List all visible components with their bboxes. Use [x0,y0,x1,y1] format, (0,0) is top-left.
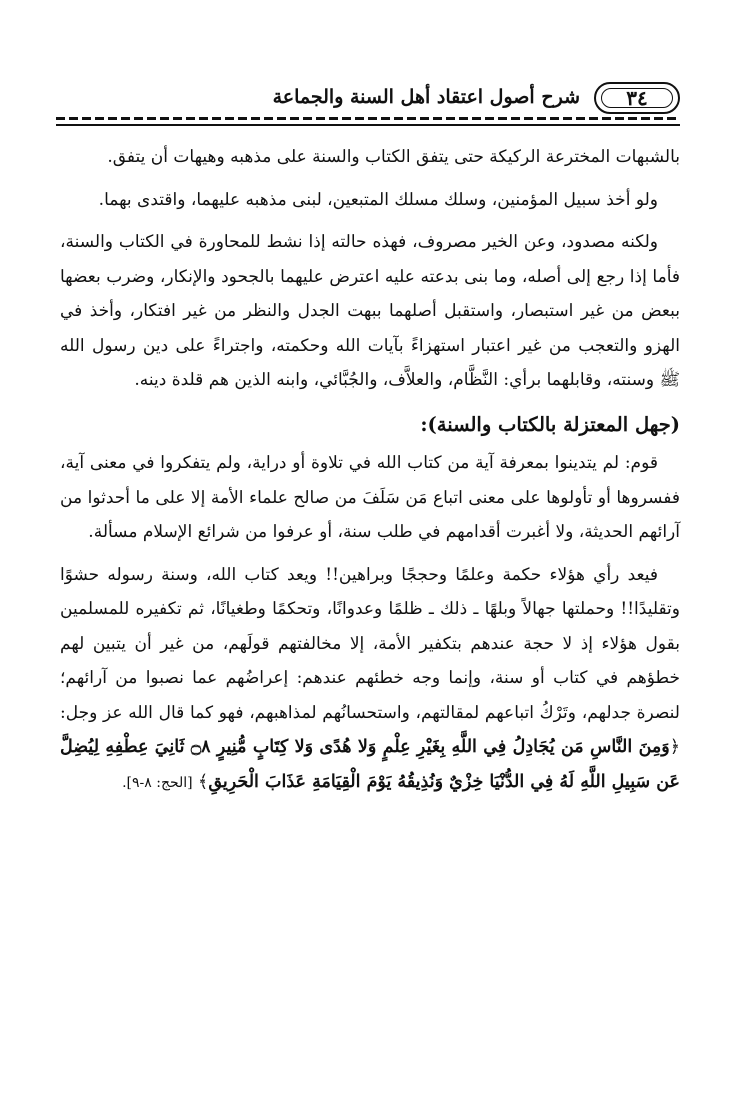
page-number-badge [594,82,680,114]
quran-close-bracket: ﴾ [198,771,209,792]
paragraph-2: ولو أخذ سبيل المؤمنين، وسلك مسلك المتبعين، لبنى مذهبه عليهما، واقتدى بهما. [98,189,658,210]
section-heading: (جهل المعتزلة بالكتاب والسنة): [420,412,680,436]
paragraph-4: قوم: لم يتدينوا بمعرفة آية من كتاب الله في تلاوة أو دراية، ولم يتفكروا في معنى آية، ففسروها أو تأولوها على معنى اتباع مَن سَلَفَ من صالح علماء الأمة إلا على ما أحدثوا من آرائهم الحديثة، ولا أغبرت أقدامهم في طلب سنة، أو عرفوا من شرائع الإسلام مسألة. [60,453,680,542]
page-header [56,80,680,120]
header-rule-dashed [56,117,680,120]
page-number: ٣٤ [626,86,648,110]
running-title: شرح أصول اعتقاد أهل السنة والجماعة [272,86,580,108]
paragraph-5 [60,558,680,801]
quran-verse-text: وَمِنَ النَّاسِ مَن يُجَادِلُ فِي اللَّهِ بِغَيْرِ عِلْمٍ وَلا هُدًى وَلا كِتَابٍ مُّنِيرٍ ۝٨ ثَانِيَ عِطْفِهِ لِيُضِلَّ عَن سَبِيلِ اللَّهِ لَهُ فِي الدُّنْيَا خِزْيٌ وَنُذِيقُهُ يَوْمَ الْقِيَامَةِ عَذَابَ الْحَرِيقِ [60,737,680,792]
paragraph-5-text: فيعد رأي هؤلاء حكمة وعلمًا وحججًا وبراهين!! ويعد كتاب الله، وسنة رسوله حشوًا وتقليدًا!! وحملتها جهالاً وبلهًا ـ ذلك ـ ظلمًا وعدوانًا، وتحكمًا وطغيانًا، ثم تكفيره للمسلمين بقول هؤلاء إذ لا حجة عندهم بتكفير الأمة، إلا مخالفتهم قولَهم، من غير أن يتبين لهم خطؤهم في كتاب أو سنة، وإنما وجه خطئهم عندهم: إعراضُهم عما نصبوا من آرائهم؛ لنصرة جدلهم، وتَرْكُ اتباعهم لمقالتهم، واستحسانُهم لمذاهبهم، فهو كما قال الله عز وجل: [60,564,680,723]
paragraph-1: بالشبهات المخترعة الركيكة حتى يتفق الكتاب والسنة على مذهبه وهيهات أن يتفق. [107,147,680,167]
quran-open-bracket: ﴿ [669,737,680,757]
paragraph-3: ولكنه مصدود، وعن الخير مصروف، فهذه حالته إذا نشط للمحاورة في الكتاب والسنة، فأما إذا رجع إلى أصله، وما بنى بدعته عليه اعترض عليهما بالجحود والإنكار، وضرب بعضها ببعض من غير استبصار، واستقبل أصلهما ببهت الجدل والنظر من غير افتكار، وأخذ في الهزو والتعجب من غير اعتبار استهزاءً بآيات الله وحكمته، واجتراءً على دين رسول الله ﷺ وسنته، وقابلهما برأي: النَّظَّام، والعلاَّف، والجُبَّائي، وابنه الذين هم قلدة دينه. [60,232,680,390]
header-rule-solid [56,124,680,126]
quran-reference: [الحج: ٨-٩]. [122,774,193,791]
body-text [60,140,680,808]
